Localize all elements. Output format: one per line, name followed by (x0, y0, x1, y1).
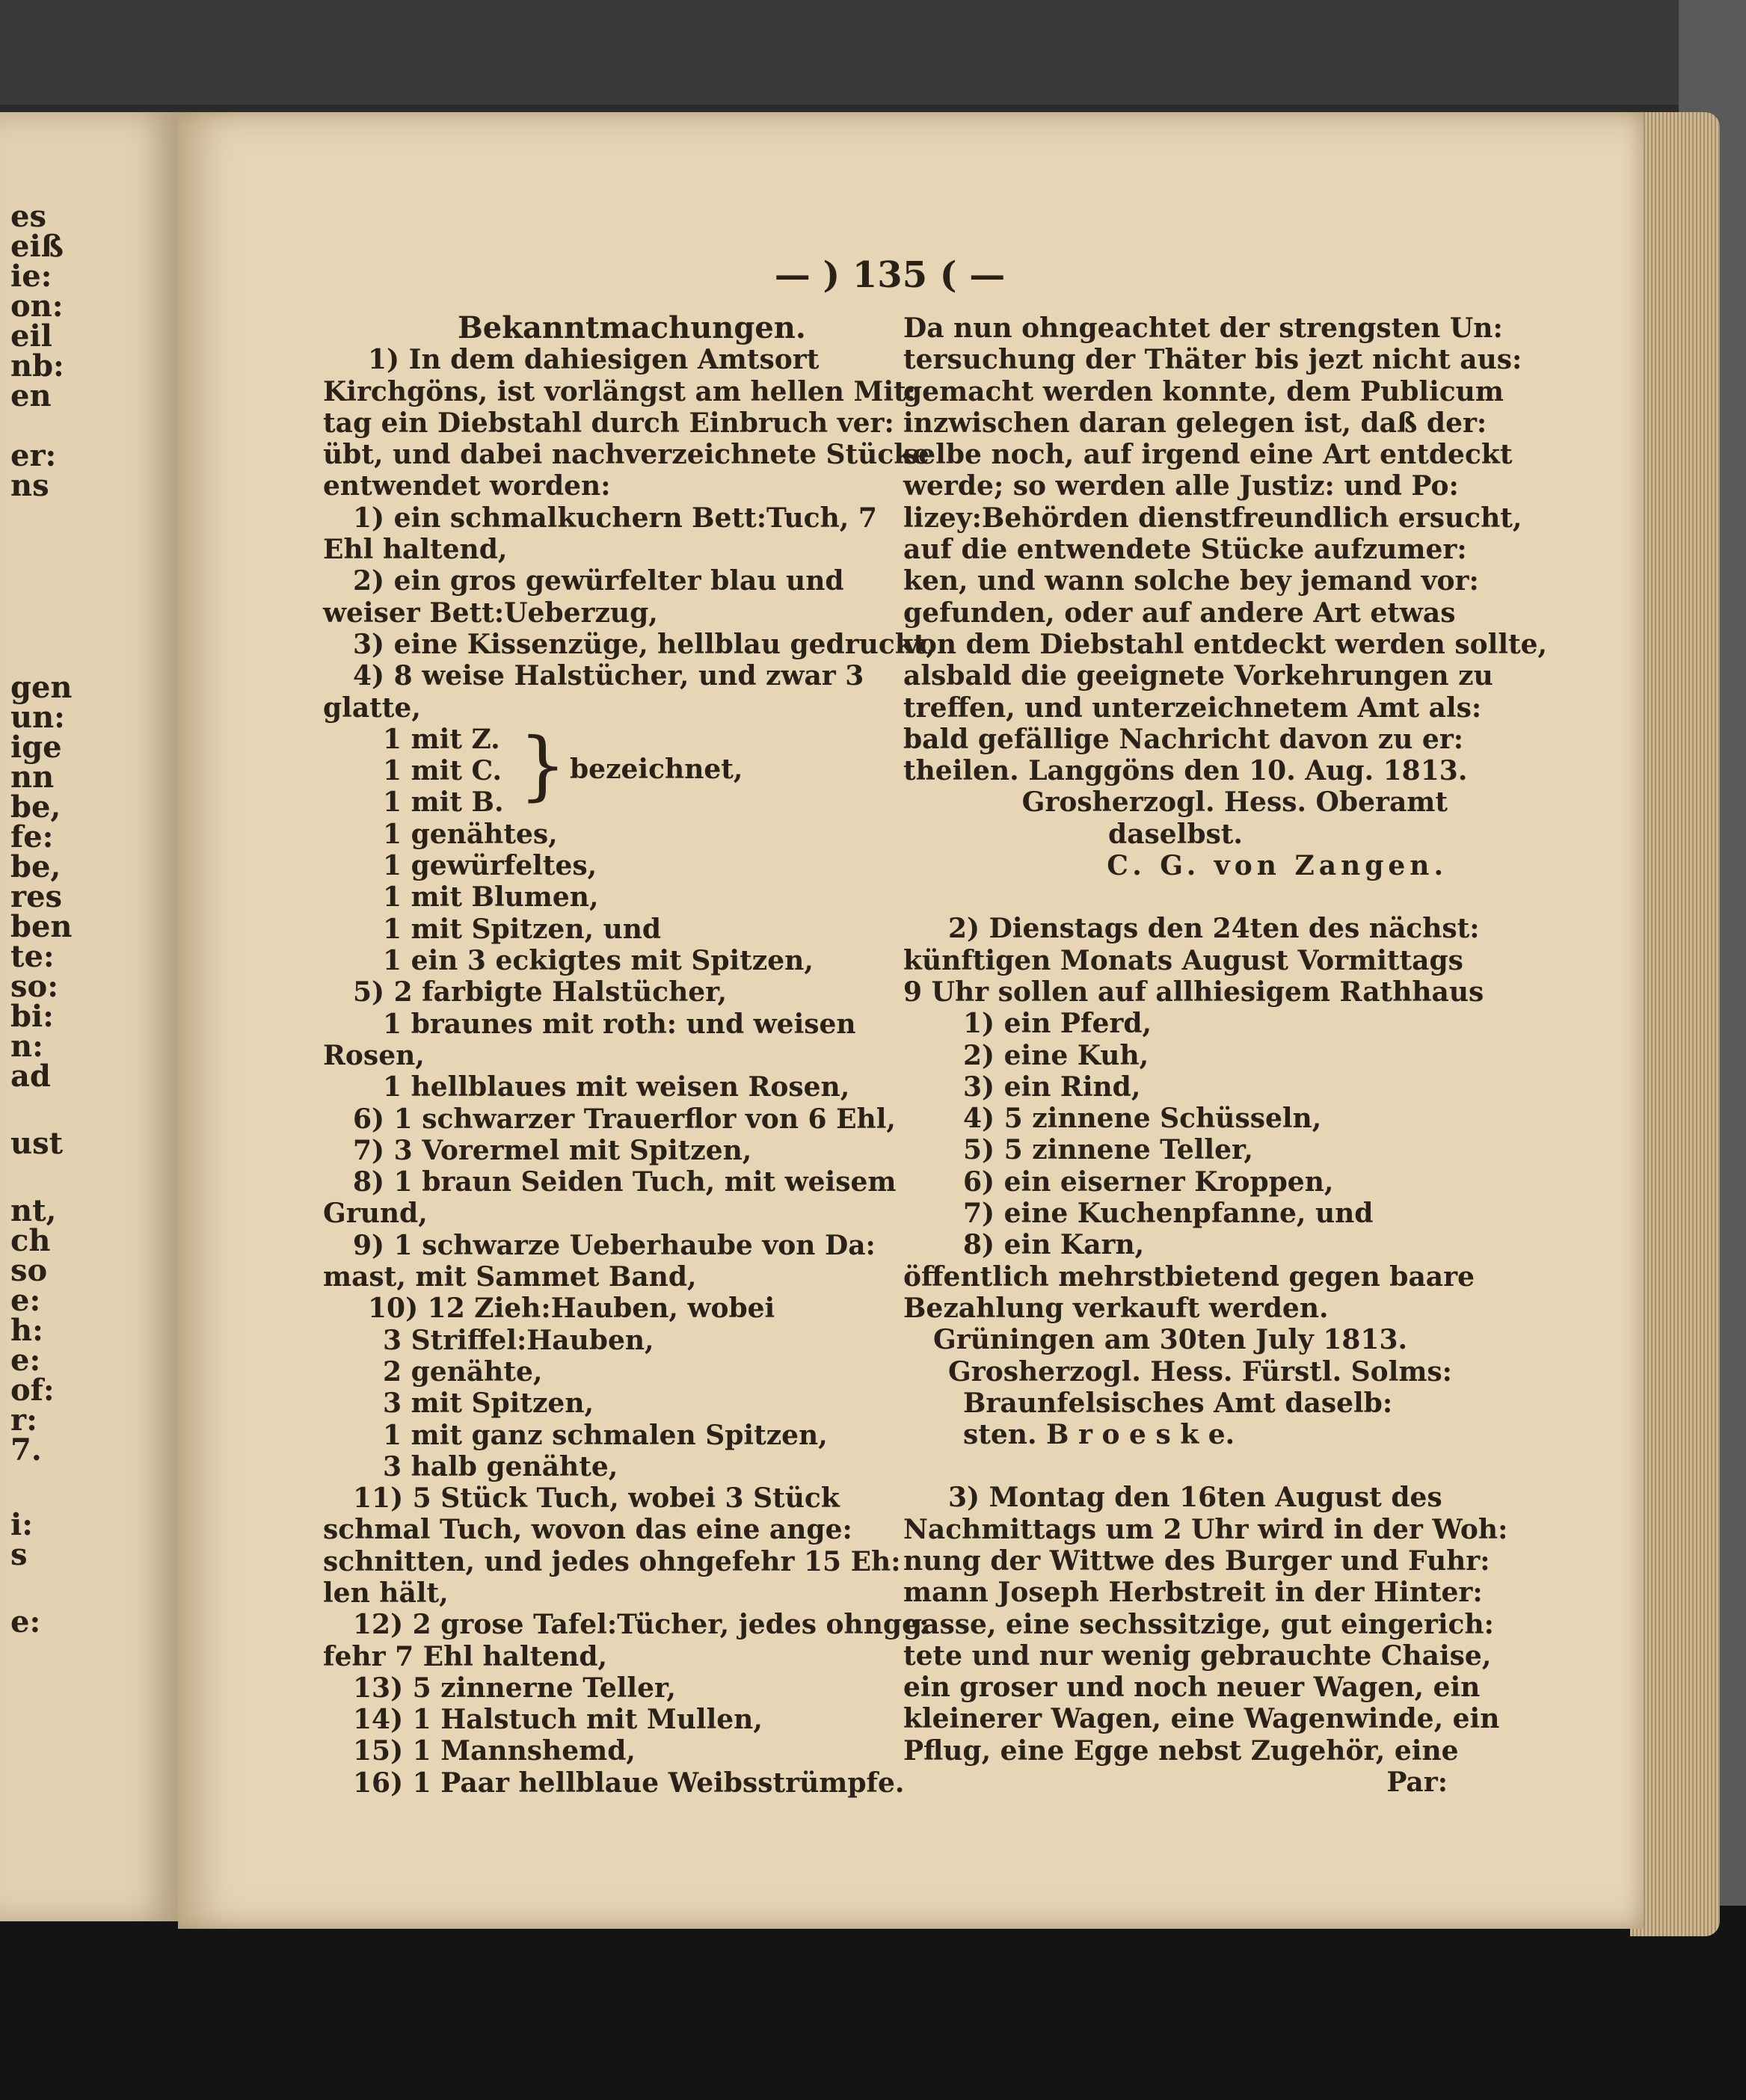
text-line: öffentlich mehrstbietend gegen baare (903, 1260, 1475, 1293)
text-line: Par: (1386, 1767, 1448, 1799)
scan-background-bottom (0, 1906, 1746, 2100)
text-line: 7) eine Kuchenpfanne, und (963, 1198, 1374, 1230)
stolen-items-list-b (323, 818, 929, 1799)
text-line: 9 Uhr sollen auf allhiesigem Rathhaus (903, 976, 1484, 1008)
text-line: Grosherzogl. Hess. Fürstl. Solms: (948, 1355, 1452, 1388)
left-page-fragment: eil (10, 318, 52, 354)
item-line: glatte, (323, 692, 421, 724)
item-line: 15) 1 Mannshemd, (353, 1735, 636, 1767)
spacer (903, 1450, 1448, 1482)
left-page-fragment: ad (10, 1059, 51, 1094)
item-line: weiser Bett:Ueberzug, (323, 597, 658, 629)
item-line: 1 hellblaues mit weisen Rosen, (383, 1071, 850, 1103)
section-heading: Bekanntmachungen. (458, 310, 806, 345)
item-line: 5) 2 farbigte Halstücher, (353, 976, 728, 1009)
item-line: 13) 5 zinnerne Teller, (353, 1672, 676, 1704)
text-line: Kirchgöns, ist vorlängst am hellen Mit: (323, 375, 916, 407)
text-line: 3) ein Rind, (963, 1071, 1141, 1103)
spacer (903, 881, 1448, 913)
item-line: 3 Striffel:Hauben, (383, 1324, 654, 1356)
item-line: 1 genähtes, (383, 818, 558, 850)
item-line: 10) 12 Zieh:Hauben, wobei (368, 1293, 775, 1325)
text-line: gefunden, oder auf andere Art etwas (903, 597, 1456, 629)
brace-label: bezeichnet, (570, 753, 743, 785)
brace-line: 1 mit B. (383, 786, 504, 819)
left-page-fragment: un: (10, 700, 65, 735)
notice-1-continuation (903, 312, 1548, 882)
left-page-fragment: n: (10, 1029, 43, 1064)
stolen-items-list-a (323, 502, 935, 724)
brace-line: 1 mit Z. (383, 723, 500, 755)
left-page-fragment: ige (10, 730, 62, 765)
text-line: inzwischen daran gelegen ist, daß der: (903, 407, 1487, 439)
text-line: 6) ein eiserner Kroppen, (963, 1166, 1334, 1198)
item-line: 1 gewürfeltes, (383, 850, 597, 882)
right-column (903, 312, 1548, 1799)
left-page-fragment: e: (10, 1604, 41, 1639)
left-page-fragment: es (10, 199, 46, 234)
left-page-fragment: e: (10, 1343, 41, 1378)
notice-1-intro (323, 344, 930, 502)
left-page-fragment: ch (10, 1223, 51, 1258)
text-line: 1) ein Pferd, (963, 1008, 1152, 1040)
left-column (323, 310, 935, 1799)
text-line: Braunfelsisches Amt daselb: (963, 1387, 1393, 1419)
left-page-fragment: s (10, 1537, 28, 1572)
text-line: entwendet worden: (323, 470, 611, 502)
left-page-fragment: eiß (10, 229, 64, 264)
text-line: 2) eine Kuh, (963, 1039, 1149, 1071)
left-page-fragment: so (10, 1253, 48, 1288)
left-page-fragment: ben (10, 909, 73, 944)
left-page-fragment: be, (10, 849, 61, 884)
left-page-fragment: 7. (10, 1432, 42, 1468)
item-line: 3) eine Kissenzüge, hellblau gedruckt, (353, 628, 935, 660)
text-line: treffen, und unterzeichnetem Amt als: (903, 692, 1482, 724)
item-line: Rosen, (323, 1039, 425, 1071)
text-line: von dem Diebstahl entdeckt werden sollte, (903, 628, 1548, 660)
item-line: Ehl haltend, (323, 534, 508, 566)
left-page-fragment: gen (10, 670, 73, 705)
brace-line: 1 mit C. (383, 755, 502, 787)
item-line: 6) 1 schwarzer Trauerflor von 6 Ehl, (353, 1103, 896, 1135)
text-line: Grosherzogl. Hess. Oberamt (1021, 786, 1448, 819)
text-line: mann Joseph Herbstreit in der Hinter: (903, 1577, 1483, 1609)
text-line: 2) Dienstags den 24ten des nächst: (948, 913, 1480, 945)
scan-background-top (0, 0, 1746, 105)
text-line: selbe noch, auf irgend eine Art entdeckt (903, 439, 1513, 471)
page-stack-edge (1630, 112, 1720, 1936)
item-line: 1 ein 3 eckigtes mit Spitzen, (383, 945, 814, 977)
text-line: sten. B r o e s k e. (963, 1419, 1235, 1451)
text-line: gasse, eine sechssitzige, gut eingerich: (903, 1608, 1494, 1640)
item-line: 2) ein gros gewürfelter blau und (353, 565, 844, 597)
left-page-fragment: nt, (10, 1193, 57, 1228)
left-page-fragment: nb: (10, 348, 64, 384)
text-line: theilen. Langgöns den 10. Aug. 1813. (903, 755, 1468, 787)
text-line: 4) 5 zinnene Schüsseln, (963, 1103, 1322, 1135)
text-line: lizey:Behörden dienstfreundlich ersucht, (903, 502, 1522, 534)
item-line: 12) 2 grose Tafel:Tücher, jedes ohnge: (353, 1609, 929, 1641)
notice-2 (903, 913, 1484, 1451)
item-line: schmal Tuch, wovon das eine ange: (323, 1514, 852, 1546)
item-line: 1 braunes mit roth: und weisen (383, 1008, 856, 1040)
text-line: C. G. von Zangen. (1107, 850, 1448, 882)
text-line: 1) In dem dahiesigen Amtsort (368, 344, 820, 376)
left-page-fragment: of: (10, 1373, 55, 1408)
left-page-fragment: ust (10, 1126, 64, 1161)
text-line: Da nun ohngeachtet der strengsten Un: (903, 312, 1503, 344)
text-line: kleinerer Wagen, eine Wagenwinde, ein (903, 1703, 1500, 1735)
text-line: werde; so werden alle Justiz: und Po: (903, 470, 1459, 502)
text-line: Grüningen am 30ten July 1813. (933, 1324, 1408, 1356)
item-line: mast, mit Sammet Band, (323, 1261, 697, 1293)
text-line: bald gefällige Nachricht davon zu er: (903, 723, 1464, 755)
left-page-fragment: e: (10, 1283, 41, 1318)
text-line: übt, und dabei nachverzeichnete Stücke (323, 439, 930, 471)
left-page-edge (0, 112, 179, 1921)
item-line: 14) 1 Halstuch mit Mullen, (353, 1704, 763, 1736)
left-page-fragment: en (10, 378, 52, 413)
item-line: 3 mit Spitzen, (383, 1388, 594, 1420)
item-line: 11) 5 Stück Tuch, wobei 3 Stück (353, 1482, 840, 1515)
item-line: schnitten, und jedes ohngefehr 15 Eh: (323, 1545, 901, 1577)
left-page-fragment: ie: (10, 259, 52, 294)
item-line: 3 halb genähte, (383, 1450, 618, 1482)
text-line: Nachmittags um 2 Uhr wird in der Woh: (903, 1513, 1508, 1545)
left-page-fragment: on: (10, 289, 64, 324)
text-line: daselbst. (1108, 818, 1243, 850)
text-line: auf die entwendete Stücke aufzumer: (903, 534, 1467, 566)
notice-3 (903, 1482, 1508, 1799)
item-line: 8) 1 braun Seiden Tuch, mit weisem (353, 1166, 897, 1198)
text-line: tag ein Diebstahl durch Einbruch ver: (323, 407, 894, 439)
text-line: 8) ein Karn, (963, 1229, 1145, 1261)
text-line: ken, und wann solche bey jemand vor: (903, 565, 1479, 597)
item-line: 16) 1 Paar hellblaue Weibsstrümpfe. (353, 1767, 905, 1799)
left-page-fragment: te: (10, 939, 55, 974)
page-number: — ) 135 ( — (774, 254, 1006, 296)
text-line: Bezahlung verkauft werden. (903, 1292, 1329, 1324)
text-line: künftigen Monats August Vormittags (903, 944, 1463, 976)
text-line: nung der Wittwe des Burger und Fuhr: (903, 1545, 1490, 1577)
text-line: gemacht werden konnte, dem Publicum (903, 375, 1504, 407)
item-line: 4) 8 weise Halstücher, und zwar 3 (353, 660, 864, 692)
left-page-fragment: h: (10, 1313, 43, 1348)
text-line: alsbald die geeignete Vorkehrungen zu (903, 660, 1493, 692)
brace-group (323, 721, 873, 819)
item-line: 1) ein schmalkuchern Bett:Tuch, 7 (353, 502, 877, 534)
text-line: 5) 5 zinnene Teller, (963, 1134, 1253, 1166)
text-line: ein groser und noch neuer Wagen, ein (903, 1672, 1481, 1704)
text-line: tete und nur wenig gebrauchte Chaise, (903, 1639, 1492, 1672)
left-page-fragment: ns (10, 468, 49, 503)
item-line: 1 mit Spitzen, und (383, 913, 662, 945)
text-line: tersuchung der Thäter bis jezt nicht aus: (903, 344, 1522, 376)
left-page-fragment: r: (10, 1402, 37, 1438)
item-line: 1 mit Blumen, (383, 881, 599, 914)
left-page-fragment: bi: (10, 999, 54, 1034)
left-page-fragment: res (10, 879, 63, 914)
left-page-fragment: be, (10, 789, 61, 825)
text-line: Pflug, eine Egge nebst Zugehör, eine (903, 1734, 1459, 1767)
item-line: 2 genähte, (383, 1355, 543, 1388)
item-line: fehr 7 Ehl haltend, (323, 1640, 608, 1672)
left-page-fragment: er: (10, 438, 57, 473)
left-page-fragment: so: (10, 969, 58, 1004)
left-page-fragment: nn (10, 760, 55, 795)
left-page-fragment: fe: (10, 819, 54, 855)
item-line: 9) 1 schwarze Ueberhaube von Da: (353, 1229, 876, 1261)
item-line: 7) 3 Vorermel mit Spitzen, (353, 1134, 752, 1166)
left-page-fragment: i: (10, 1507, 33, 1542)
item-line: Grund, (323, 1198, 428, 1230)
text-line: 3) Montag den 16ten August des (948, 1482, 1442, 1514)
item-line: len hält, (323, 1577, 449, 1609)
curly-brace: } (519, 721, 567, 809)
item-line: 1 mit ganz schmalen Spitzen, (383, 1419, 828, 1451)
